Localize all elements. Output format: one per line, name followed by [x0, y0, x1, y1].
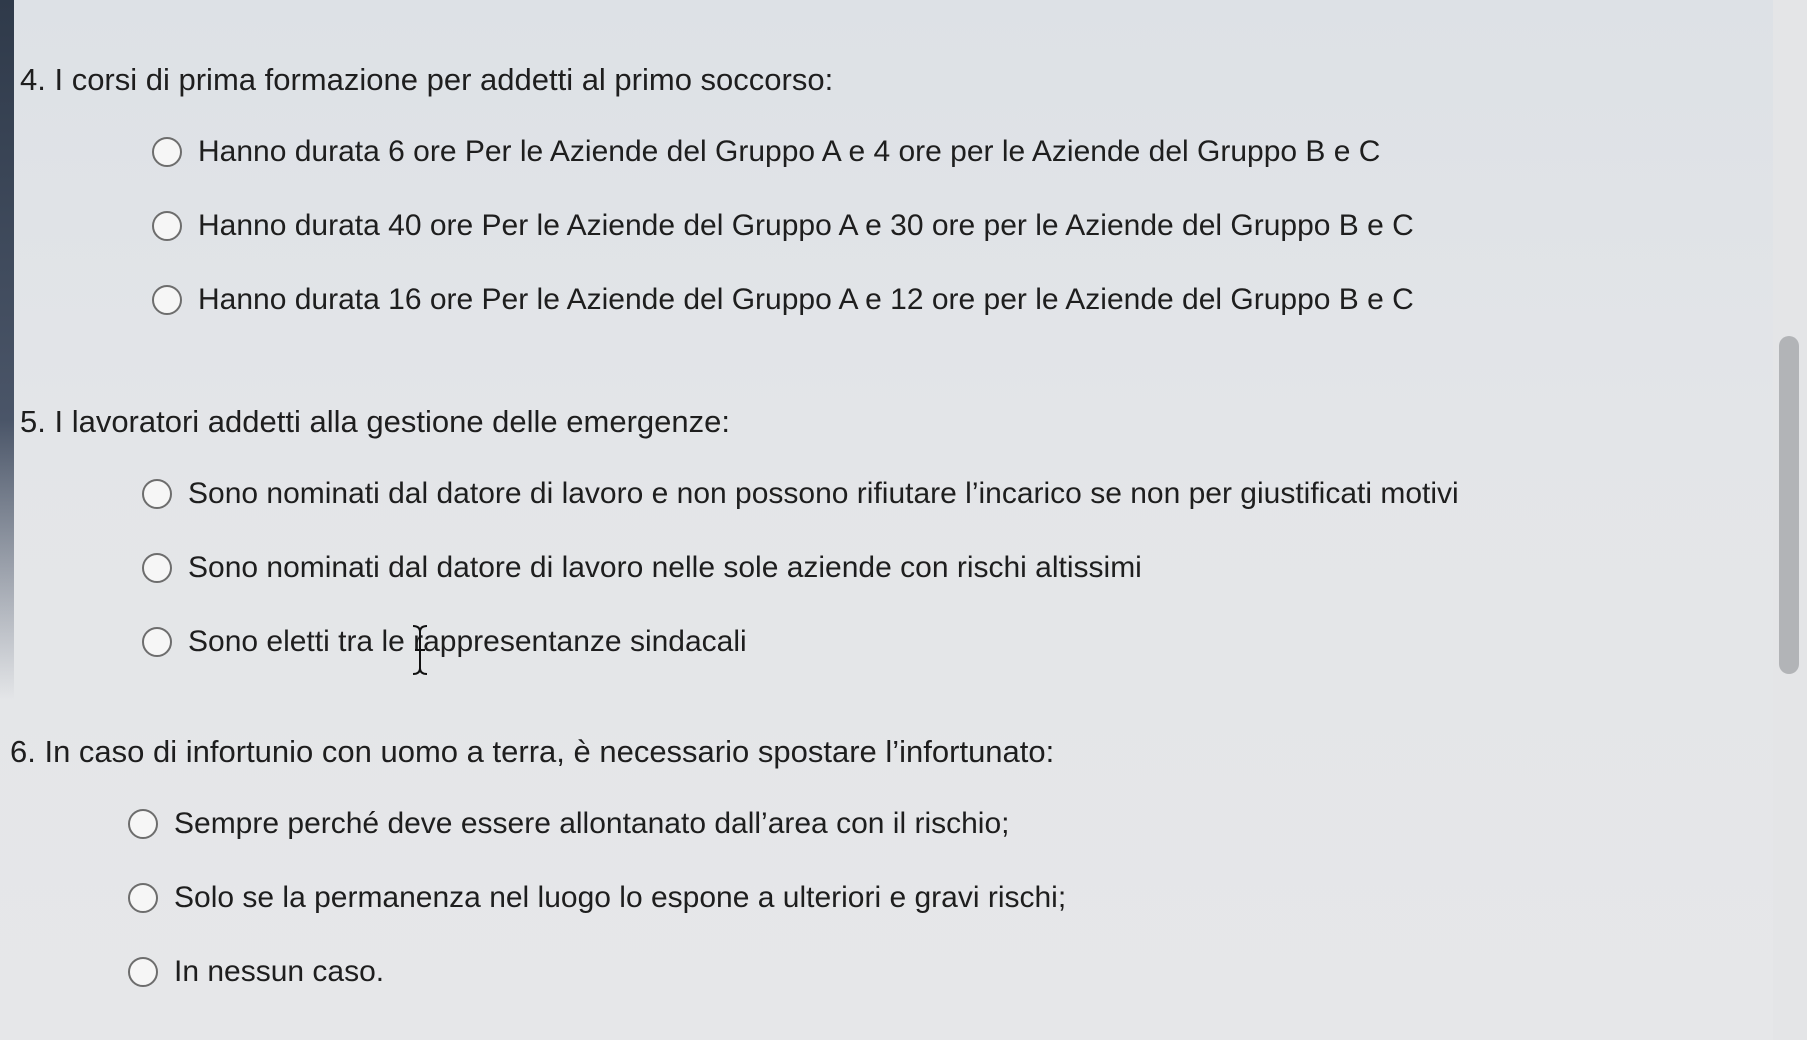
question-5: [20, 402, 1740, 664]
radio-unchecked-icon[interactable]: [152, 285, 182, 315]
radio-unchecked-icon[interactable]: [142, 627, 172, 657]
answer-option[interactable]: [152, 204, 1740, 248]
answer-label: Sono eletti tra le rappresentanze sindacali: [188, 625, 747, 658]
radio-unchecked-icon[interactable]: [142, 553, 172, 583]
answer-option[interactable]: [142, 620, 1740, 664]
question-title: 5. I lavoratori addetti alla gestione delle emergenze:: [20, 404, 730, 439]
answer-label: Sono nominati dal datore di lavoro e non possono rifiutare l’incarico se non per giustificati motivi: [188, 477, 1459, 510]
question-6: [10, 732, 1730, 994]
radio-unchecked-icon[interactable]: [128, 883, 158, 913]
radio-unchecked-icon[interactable]: [142, 479, 172, 509]
answer-option[interactable]: [128, 950, 1730, 994]
question-4: [20, 60, 1740, 322]
question-title: 4. I corsi di prima formazione per addetti al primo soccorso:: [20, 62, 834, 97]
radio-unchecked-icon[interactable]: [128, 809, 158, 839]
answer-option[interactable]: [142, 472, 1740, 516]
answer-option[interactable]: [128, 876, 1730, 920]
answer-label: Hanno durata 6 ore Per le Aziende del Gruppo A e 4 ore per le Aziende del Gruppo B e C: [198, 135, 1381, 168]
answer-label: Hanno durata 16 ore Per le Aziende del Gruppo A e 12 ore per le Aziende del Gruppo B e C: [198, 283, 1414, 316]
radio-unchecked-icon[interactable]: [152, 137, 182, 167]
answer-label: In nessun caso.: [174, 955, 385, 988]
question-title: 6. In caso di infortunio con uomo a terra, è necessario spostare l’infortunato:: [10, 734, 1055, 769]
answer-label: Solo se la permanenza nel luogo lo espone a ulteriori e gravi rischi;: [174, 881, 1067, 914]
answer-option[interactable]: [152, 278, 1740, 322]
window-edge: [0, 0, 14, 700]
quiz-page: [10, 0, 1760, 1040]
scrollbar-thumb[interactable]: [1779, 336, 1799, 674]
scrollbar[interactable]: [1773, 0, 1807, 1040]
answer-label: Hanno durata 40 ore Per le Aziende del Gruppo A e 30 ore per le Aziende del Gruppo B e C: [198, 209, 1414, 242]
answer-option[interactable]: [142, 546, 1740, 590]
answer-option[interactable]: [128, 802, 1730, 846]
answer-label: Sono nominati dal datore di lavoro nelle sole aziende con rischi altissimi: [188, 551, 1142, 584]
radio-unchecked-icon[interactable]: [152, 211, 182, 241]
text-cursor-icon: [410, 624, 430, 676]
answer-label: Sempre perché deve essere allontanato dall’area con il rischio;: [174, 807, 1010, 840]
radio-unchecked-icon[interactable]: [128, 957, 158, 987]
answer-option[interactable]: [152, 130, 1740, 174]
